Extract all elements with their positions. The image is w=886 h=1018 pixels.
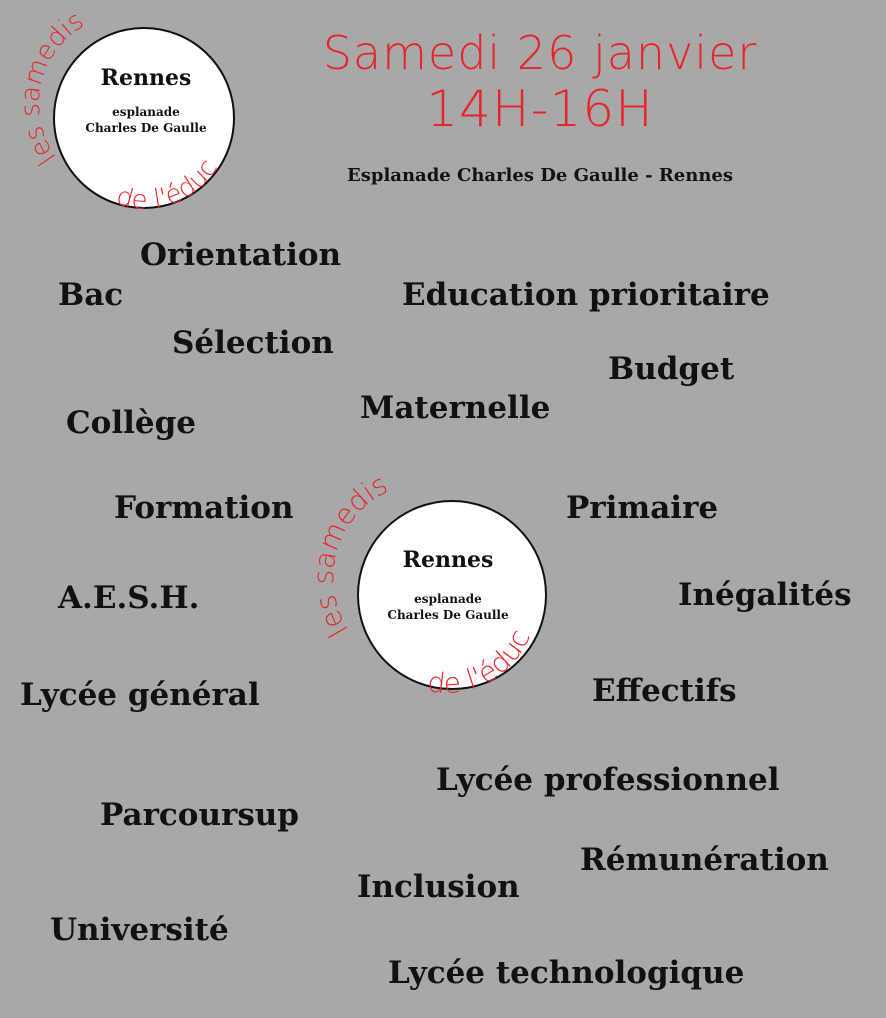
theme-education-prioritaire: Education prioritaire: [402, 277, 770, 313]
theme-formation: Formation: [114, 490, 294, 526]
logo-city: Rennes: [402, 547, 494, 573]
theme-orientation: Orientation: [140, 237, 342, 273]
event-time: 14H-16H: [426, 80, 654, 138]
event-location: Esplanade Charles De Gaulle - Rennes: [347, 165, 733, 186]
theme-inegalites: Inégalités: [678, 577, 852, 613]
logo-badge-image: [15, 5, 246, 216]
theme-selection: Sélection: [172, 325, 334, 361]
theme-lycee-professionnel: Lycée professionnel: [436, 762, 780, 798]
theme-lycee-technologique: Lycée technologique: [388, 955, 745, 991]
logo-bottom-arc-text: de l'éduc: [425, 624, 537, 701]
theme-maternelle: Maternelle: [360, 390, 551, 426]
event-date: Samedi 26 janvier: [322, 26, 758, 80]
theme-universite: Université: [50, 912, 229, 948]
theme-aesh: A.E.S.H.: [58, 580, 200, 616]
theme-lycee-general: Lycée général: [20, 677, 260, 713]
logo-top: [15, 5, 246, 216]
logo-center: [307, 467, 546, 707]
theme-primaire: Primaire: [566, 490, 719, 526]
logo-top-arc-text: les samedis: [15, 5, 90, 171]
logo-city: Rennes: [100, 65, 192, 91]
logo-place-line1: esplanade: [414, 592, 482, 606]
logo-bottom-arc-text: de l'éduc: [113, 153, 224, 216]
logo-place-line2: Charles De Gaulle: [85, 121, 207, 135]
logo-place-line2: Charles De Gaulle: [387, 608, 509, 622]
theme-parcoursup: Parcoursup: [100, 797, 299, 833]
theme-effectifs: Effectifs: [592, 673, 737, 709]
theme-bac: Bac: [58, 277, 124, 313]
theme-inclusion: Inclusion: [357, 869, 520, 905]
theme-college: Collège: [66, 405, 197, 441]
theme-budget: Budget: [608, 351, 735, 387]
logo-place-line1: esplanade: [112, 105, 180, 119]
logo-badge-image: [307, 467, 546, 707]
logo-top-arc-text: les samedis: [307, 467, 393, 644]
theme-remuneration: Rémunération: [580, 842, 829, 878]
